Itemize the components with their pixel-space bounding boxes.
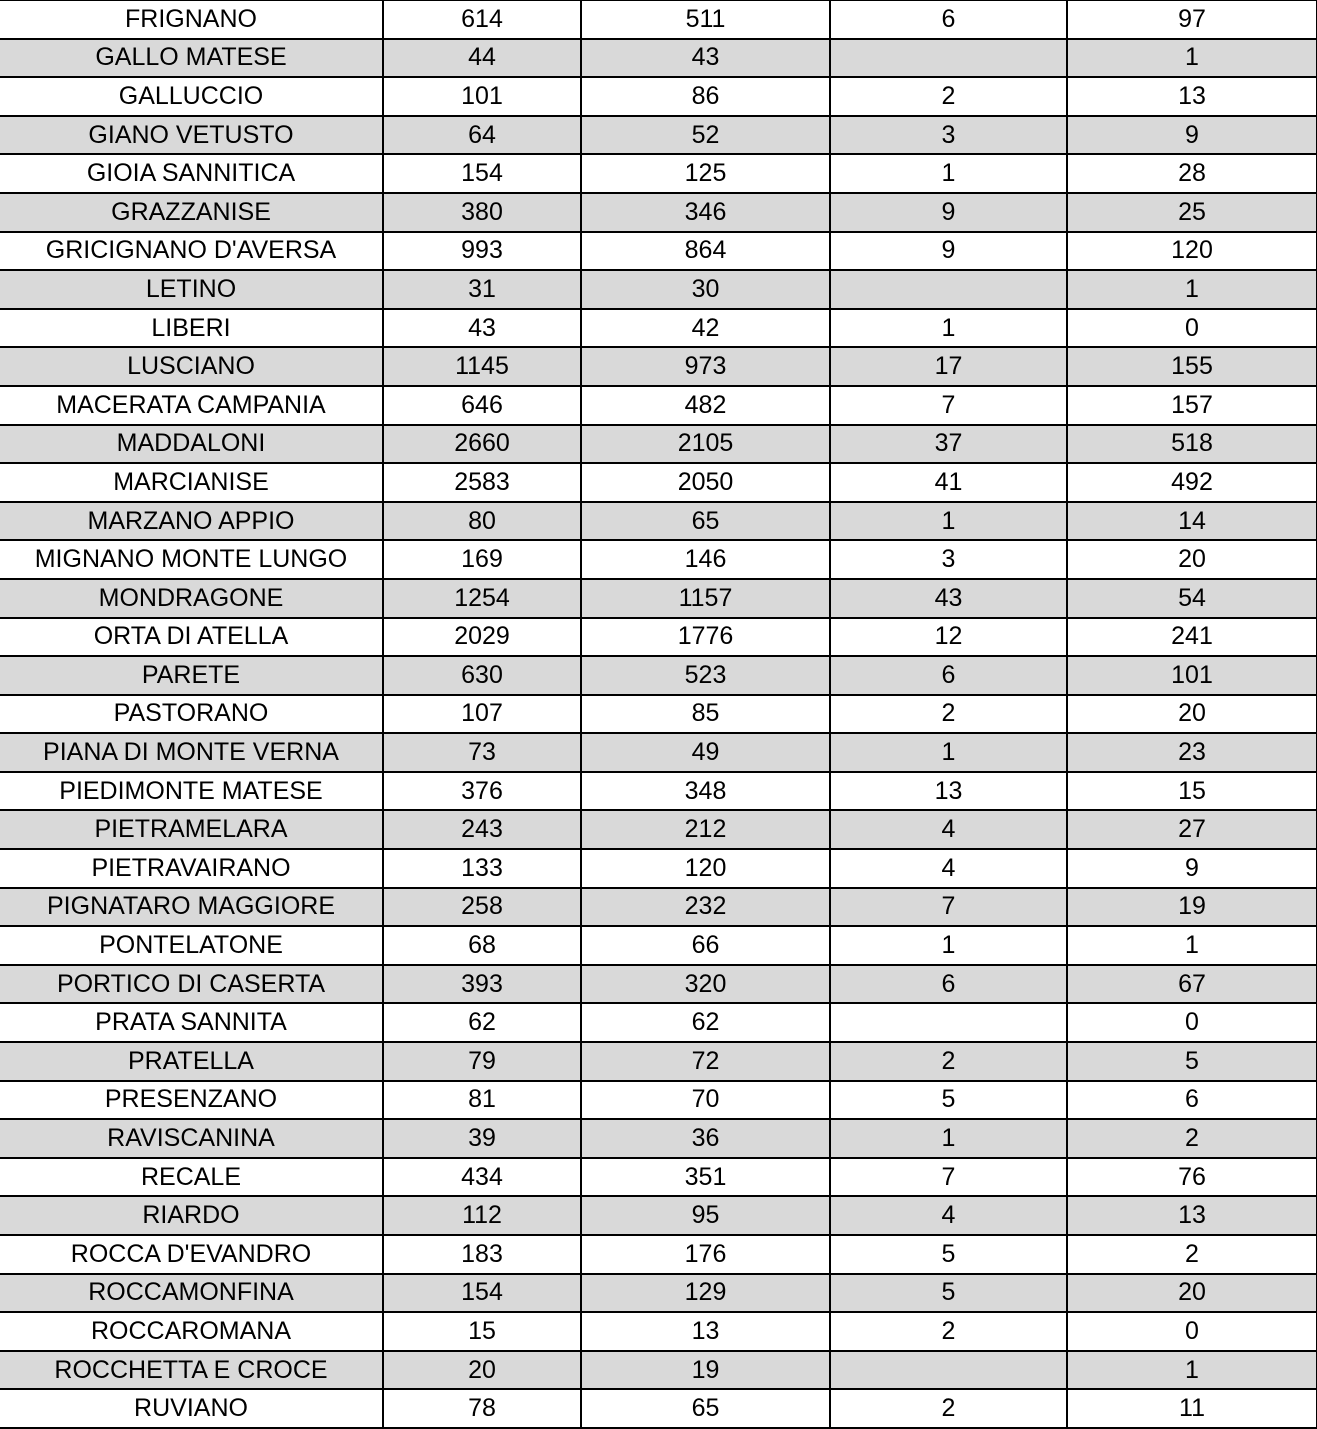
value-cell-1: 44	[383, 39, 581, 78]
table-row	[0, 463, 1317, 502]
value-cell-1: 78	[383, 1389, 581, 1428]
value-cell-1: 43	[383, 309, 581, 348]
value-cell-2: 146	[581, 540, 830, 579]
comune-cell: PIANA DI MONTE VERNA	[0, 733, 383, 772]
value-cell-4: 14	[1067, 502, 1317, 541]
value-cell-3: 5	[830, 1274, 1067, 1313]
value-cell-3: 41	[830, 463, 1067, 502]
value-cell-1: 1254	[383, 579, 581, 618]
value-cell-1: 79	[383, 1042, 581, 1081]
value-cell-3: 17	[830, 347, 1067, 386]
value-cell-2: 1776	[581, 618, 830, 657]
comune-cell: RUVIANO	[0, 1389, 383, 1428]
table-row	[0, 733, 1317, 772]
value-cell-4: 28	[1067, 154, 1317, 193]
value-cell-3: 6	[830, 0, 1067, 39]
value-cell-2: 65	[581, 1389, 830, 1428]
comune-cell: MADDALONI	[0, 425, 383, 464]
value-cell-2: 19	[581, 1351, 830, 1390]
value-cell-2: 864	[581, 232, 830, 271]
value-cell-3: 4	[830, 1196, 1067, 1235]
table-row	[0, 77, 1317, 116]
comune-cell: MARZANO APPIO	[0, 502, 383, 541]
comune-cell: PRESENZANO	[0, 1081, 383, 1120]
table-row	[0, 849, 1317, 888]
value-cell-1: 64	[383, 116, 581, 155]
value-cell-3: 13	[830, 772, 1067, 811]
value-cell-4: 13	[1067, 1196, 1317, 1235]
comune-cell: PIGNATARO MAGGIORE	[0, 888, 383, 927]
value-cell-4: 9	[1067, 849, 1317, 888]
value-cell-2: 86	[581, 77, 830, 116]
value-cell-3: 4	[830, 849, 1067, 888]
value-cell-4: 2	[1067, 1119, 1317, 1158]
value-cell-1: 169	[383, 540, 581, 579]
comune-cell: ORTA DI ATELLA	[0, 618, 383, 657]
value-cell-4: 155	[1067, 347, 1317, 386]
value-cell-3: 5	[830, 1081, 1067, 1120]
comune-cell: PRATA SANNITA	[0, 1003, 383, 1042]
value-cell-2: 95	[581, 1196, 830, 1235]
value-cell-2: 2105	[581, 425, 830, 464]
value-cell-2: 482	[581, 386, 830, 425]
value-cell-4: 13	[1067, 77, 1317, 116]
table-row	[0, 1119, 1317, 1158]
value-cell-2: 973	[581, 347, 830, 386]
value-cell-4: 11	[1067, 1389, 1317, 1428]
table-row	[0, 926, 1317, 965]
comune-cell: PASTORANO	[0, 695, 383, 734]
value-cell-4: 19	[1067, 888, 1317, 927]
value-cell-3	[830, 39, 1067, 78]
table-row	[0, 232, 1317, 271]
value-cell-4: 0	[1067, 309, 1317, 348]
table-row	[0, 270, 1317, 309]
value-cell-4: 20	[1067, 1274, 1317, 1313]
value-cell-3: 7	[830, 1158, 1067, 1197]
value-cell-4: 518	[1067, 425, 1317, 464]
value-cell-4: 1	[1067, 926, 1317, 965]
value-cell-1: 73	[383, 733, 581, 772]
value-cell-3: 2	[830, 1042, 1067, 1081]
value-cell-3: 2	[830, 77, 1067, 116]
comune-cell: GIANO VETUSTO	[0, 116, 383, 155]
table-row	[0, 502, 1317, 541]
value-cell-3: 37	[830, 425, 1067, 464]
value-cell-4: 0	[1067, 1312, 1317, 1351]
value-cell-4: 76	[1067, 1158, 1317, 1197]
value-cell-3: 6	[830, 965, 1067, 1004]
table-row	[0, 425, 1317, 464]
value-cell-1: 243	[383, 810, 581, 849]
value-cell-3: 9	[830, 193, 1067, 232]
value-cell-2: 43	[581, 39, 830, 78]
value-cell-4: 5	[1067, 1042, 1317, 1081]
value-cell-4: 97	[1067, 0, 1317, 39]
comune-cell: GIOIA SANNITICA	[0, 154, 383, 193]
value-cell-3: 1	[830, 733, 1067, 772]
comune-cell: PARETE	[0, 656, 383, 695]
value-cell-3: 43	[830, 579, 1067, 618]
value-cell-3: 3	[830, 116, 1067, 155]
value-cell-2: 511	[581, 0, 830, 39]
value-cell-2: 66	[581, 926, 830, 965]
value-cell-1: 154	[383, 1274, 581, 1313]
value-cell-4: 492	[1067, 463, 1317, 502]
value-cell-3: 3	[830, 540, 1067, 579]
value-cell-4: 101	[1067, 656, 1317, 695]
value-cell-4: 1	[1067, 39, 1317, 78]
table-row	[0, 39, 1317, 78]
value-cell-4: 67	[1067, 965, 1317, 1004]
comune-cell: ROCCA D'EVANDRO	[0, 1235, 383, 1274]
value-cell-3: 12	[830, 618, 1067, 657]
table-row	[0, 1196, 1317, 1235]
value-cell-3: 2	[830, 1389, 1067, 1428]
value-cell-3	[830, 1003, 1067, 1042]
value-cell-4: 9	[1067, 116, 1317, 155]
value-cell-2: 13	[581, 1312, 830, 1351]
value-cell-4: 23	[1067, 733, 1317, 772]
table-row	[0, 965, 1317, 1004]
value-cell-2: 49	[581, 733, 830, 772]
value-cell-2: 85	[581, 695, 830, 734]
value-cell-1: 81	[383, 1081, 581, 1120]
value-cell-3: 6	[830, 656, 1067, 695]
table-row	[0, 1351, 1317, 1390]
comune-cell: MIGNANO MONTE LUNGO	[0, 540, 383, 579]
value-cell-1: 2029	[383, 618, 581, 657]
table-row	[0, 193, 1317, 232]
value-cell-3: 2	[830, 695, 1067, 734]
comune-cell: GALLO MATESE	[0, 39, 383, 78]
value-cell-4: 1	[1067, 270, 1317, 309]
value-cell-2: 70	[581, 1081, 830, 1120]
value-cell-2: 348	[581, 772, 830, 811]
comune-cell: GRICIGNANO D'AVERSA	[0, 232, 383, 271]
comune-cell: FRIGNANO	[0, 0, 383, 39]
comune-cell: LETINO	[0, 270, 383, 309]
table-row	[0, 1081, 1317, 1120]
table-row	[0, 656, 1317, 695]
table-row	[0, 0, 1317, 39]
table-row	[0, 1042, 1317, 1081]
value-cell-3: 7	[830, 386, 1067, 425]
value-cell-1: 380	[383, 193, 581, 232]
value-cell-1: 101	[383, 77, 581, 116]
comune-cell: MONDRAGONE	[0, 579, 383, 618]
value-cell-2: 125	[581, 154, 830, 193]
comune-cell: PIETRAVAIRANO	[0, 849, 383, 888]
value-cell-4: 27	[1067, 810, 1317, 849]
value-cell-2: 65	[581, 502, 830, 541]
table-row	[0, 1274, 1317, 1313]
value-cell-2: 42	[581, 309, 830, 348]
comune-cell: GALLUCCIO	[0, 77, 383, 116]
value-cell-3	[830, 270, 1067, 309]
value-cell-3: 7	[830, 888, 1067, 927]
value-cell-3: 1	[830, 309, 1067, 348]
value-cell-2: 30	[581, 270, 830, 309]
value-cell-1: 434	[383, 1158, 581, 1197]
table-row	[0, 618, 1317, 657]
comune-cell: PRATELLA	[0, 1042, 383, 1081]
table-row	[0, 810, 1317, 849]
table-row	[0, 1235, 1317, 1274]
value-cell-2: 36	[581, 1119, 830, 1158]
table-row	[0, 540, 1317, 579]
comune-cell: ROCCHETTA E CROCE	[0, 1351, 383, 1390]
value-cell-3: 1	[830, 1119, 1067, 1158]
table-row	[0, 116, 1317, 155]
comune-cell: PONTELATONE	[0, 926, 383, 965]
value-cell-2: 2050	[581, 463, 830, 502]
value-cell-2: 1157	[581, 579, 830, 618]
table-row	[0, 309, 1317, 348]
value-cell-1: 112	[383, 1196, 581, 1235]
table-row	[0, 154, 1317, 193]
value-cell-2: 120	[581, 849, 830, 888]
value-cell-1: 68	[383, 926, 581, 965]
comune-cell: PIETRAMELARA	[0, 810, 383, 849]
value-cell-3: 5	[830, 1235, 1067, 1274]
table-row	[0, 1389, 1317, 1428]
value-cell-3: 1	[830, 154, 1067, 193]
table-row	[0, 888, 1317, 927]
value-cell-2: 351	[581, 1158, 830, 1197]
table-row	[0, 1158, 1317, 1197]
value-cell-1: 107	[383, 695, 581, 734]
value-cell-3	[830, 1351, 1067, 1390]
table-row	[0, 772, 1317, 811]
comune-cell: MACERATA CAMPANIA	[0, 386, 383, 425]
value-cell-1: 133	[383, 849, 581, 888]
value-cell-2: 232	[581, 888, 830, 927]
value-cell-1: 393	[383, 965, 581, 1004]
value-cell-4: 54	[1067, 579, 1317, 618]
value-cell-2: 52	[581, 116, 830, 155]
value-cell-3: 1	[830, 502, 1067, 541]
value-cell-1: 62	[383, 1003, 581, 1042]
comune-cell: RIARDO	[0, 1196, 383, 1235]
value-cell-1: 2660	[383, 425, 581, 464]
value-cell-1: 1145	[383, 347, 581, 386]
comune-cell: MARCIANISE	[0, 463, 383, 502]
table-row	[0, 386, 1317, 425]
comune-cell: LUSCIANO	[0, 347, 383, 386]
value-cell-1: 630	[383, 656, 581, 695]
value-cell-2: 346	[581, 193, 830, 232]
value-cell-1: 258	[383, 888, 581, 927]
value-cell-1: 376	[383, 772, 581, 811]
comune-cell: RECALE	[0, 1158, 383, 1197]
comune-cell: GRAZZANISE	[0, 193, 383, 232]
comune-cell: ROCCAROMANA	[0, 1312, 383, 1351]
value-cell-3: 4	[830, 810, 1067, 849]
table-row	[0, 1003, 1317, 1042]
table-row	[0, 695, 1317, 734]
value-cell-3: 9	[830, 232, 1067, 271]
value-cell-4: 20	[1067, 695, 1317, 734]
value-cell-1: 614	[383, 0, 581, 39]
value-cell-1: 993	[383, 232, 581, 271]
value-cell-1: 20	[383, 1351, 581, 1390]
comune-cell: RAVISCANINA	[0, 1119, 383, 1158]
value-cell-1: 154	[383, 154, 581, 193]
value-cell-4: 20	[1067, 540, 1317, 579]
value-cell-2: 320	[581, 965, 830, 1004]
comune-cell: PIEDIMONTE MATESE	[0, 772, 383, 811]
value-cell-4: 1	[1067, 1351, 1317, 1390]
value-cell-1: 31	[383, 270, 581, 309]
value-cell-1: 646	[383, 386, 581, 425]
value-cell-4: 15	[1067, 772, 1317, 811]
value-cell-1: 39	[383, 1119, 581, 1158]
value-cell-4: 157	[1067, 386, 1317, 425]
comune-cell: LIBERI	[0, 309, 383, 348]
value-cell-4: 2	[1067, 1235, 1317, 1274]
value-cell-2: 62	[581, 1003, 830, 1042]
value-cell-1: 80	[383, 502, 581, 541]
value-cell-2: 72	[581, 1042, 830, 1081]
value-cell-4: 25	[1067, 193, 1317, 232]
value-cell-4: 0	[1067, 1003, 1317, 1042]
value-cell-2: 176	[581, 1235, 830, 1274]
value-cell-2: 523	[581, 656, 830, 695]
comune-cell: PORTICO DI CASERTA	[0, 965, 383, 1004]
table-row	[0, 347, 1317, 386]
table-row	[0, 579, 1317, 618]
value-cell-1: 15	[383, 1312, 581, 1351]
value-cell-2: 129	[581, 1274, 830, 1313]
value-cell-4: 6	[1067, 1081, 1317, 1120]
value-cell-2: 212	[581, 810, 830, 849]
comune-cell: ROCCAMONFINA	[0, 1274, 383, 1313]
value-cell-1: 183	[383, 1235, 581, 1274]
value-cell-3: 2	[830, 1312, 1067, 1351]
table-row	[0, 1312, 1317, 1351]
value-cell-1: 2583	[383, 463, 581, 502]
value-cell-4: 241	[1067, 618, 1317, 657]
value-cell-3: 1	[830, 926, 1067, 965]
value-cell-4: 120	[1067, 232, 1317, 271]
